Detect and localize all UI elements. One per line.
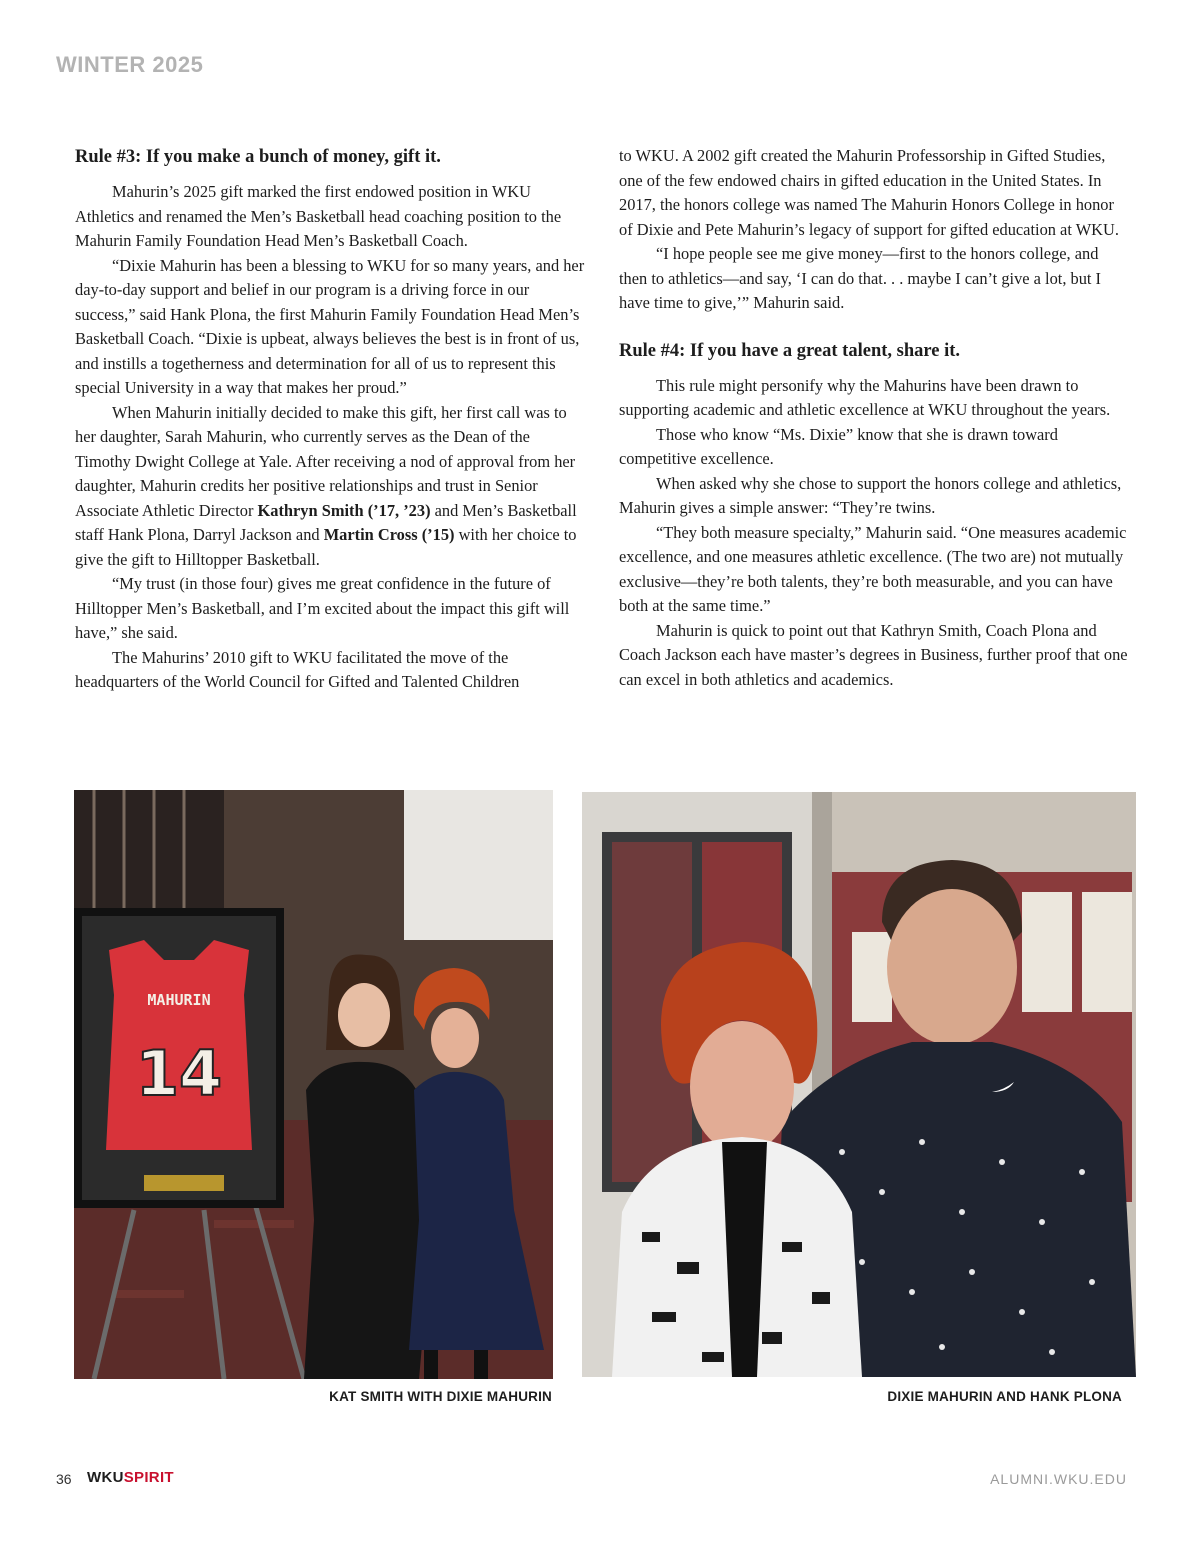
jersey-number: 14 [135, 1037, 223, 1110]
paragraph: The Mahurins’ 2010 gift to WKU facilitated the move of the headquarters of the World Council for Gifted and Talented Children [75, 647, 520, 691]
bold-name: Kathryn Smith (’17, ’23) [257, 500, 431, 520]
paragraph: “I hope people see me give money—first to the honors college, and then to athletics—and say, ‘I can do that. . . maybe I can’t give a lot, but I have time to give,’” Mahurin said. [619, 244, 1102, 312]
photo-illustration [74, 790, 553, 1379]
paragraph: Those who know “Ms. Dixie” know that she is drawn toward competitive excellence. [619, 424, 1058, 468]
photo-caption-right: DIXIE MAHURIN AND HANK PLONA [887, 1389, 1122, 1404]
brand-part-2: SPIRIT [123, 1469, 174, 1486]
page-number: 36 [56, 1471, 72, 1487]
photo-caption-left: KAT SMITH WITH DIXIE MAHURIN [329, 1389, 552, 1404]
right-column [619, 144, 1129, 692]
footer-url: ALUMNI.WKU.EDU [990, 1471, 1127, 1487]
paragraph [75, 401, 585, 573]
paragraph: to WKU. A 2002 gift created the Mahurin Professorship in Gifted Studies, one of the few endowed chairs in gifted education in the United States. In 2017, the honors college was named The Mahurin Honors College in honor of Dixie and Pete Mahurin’s legacy of support for gifted education at WKU. [619, 146, 1119, 239]
text-span: with her choice to give the gift to Hilltopper Basketball. [75, 525, 577, 569]
bold-name: Martin Cross (’15) [323, 525, 455, 544]
jersey-name: MAHURIN [147, 991, 211, 1009]
wku-spirit-logo [87, 1469, 174, 1486]
paragraph: “They both measure specialty,” Mahurin said. “One measures academic excellence, and one measures athletic excellence. (The two are) not mutually exclusive—they’re both talents, they’re both measurable, and you can have both at the same time.” [619, 522, 1127, 615]
photo-dixie-mahurin-hank-plona [582, 792, 1136, 1377]
text-span: When Mahurin initially decided to make this gift, her first call was to her daughter, Sarah Mahurin, who currently serves as the Dean of the Timothy Dwight College at Yale. After receiving a nod of approval from her daughter, Mahurin credits her positive relationships and trust in Senior Associate Athletic Director [75, 402, 576, 520]
paragraph: This rule might personify why the Mahurins have been drawn to supporting academic and athletic excellence at WKU throughout the years. [619, 375, 1111, 419]
left-column [75, 144, 585, 695]
paragraph: Mahurin is quick to point out that Kathryn Smith, Coach Plona and Coach Jackson each have master’s degrees in Business, further proof that one can excel in both athletics and academics. [619, 620, 1128, 689]
photo-kat-smith-dixie-mahurin [74, 790, 553, 1379]
text-span: and Men’s Basketball staff Hank Plona, Darryl Jackson and [75, 500, 577, 544]
photo-illustration [582, 792, 1136, 1377]
brand-part-1: WKU [87, 1469, 124, 1486]
issue-label: WINTER 2025 [56, 52, 204, 77]
paragraph: “My trust (in those four) gives me great confidence in the future of Hilltopper Men’s Basketball, and I’m excited about the impact this gift will have,” she said. [75, 574, 570, 642]
paragraph: “Dixie Mahurin has been a blessing to WKU for so many years, and her day-to-day support and belief in our program is a driving force in our success,” said Hank Plona, the first Mahurin Family Foundation Head Men’s Basketball Coach. “Dixie is upbeat, always believes the best is in front of us, and instills a togetherness and determination for all of us to represent this special University in a way that makes her proud.” [75, 255, 585, 397]
paragraph: Mahurin’s 2025 gift marked the first endowed position in WKU Athletics and renamed the Men’s Basketball head coaching position to the Mahurin Family Foundation Head Men’s Basketball Coach. [75, 182, 562, 250]
paragraph: When asked why she chose to support the honors college and athletics, Mahurin gives a simple answer: “They’re twins. [619, 473, 1122, 517]
rule-4-heading: Rule #4: If you have a great talent, share it. [619, 340, 961, 361]
rule-3-heading: Rule #3: If you make a bunch of money, gift it. [75, 147, 441, 167]
